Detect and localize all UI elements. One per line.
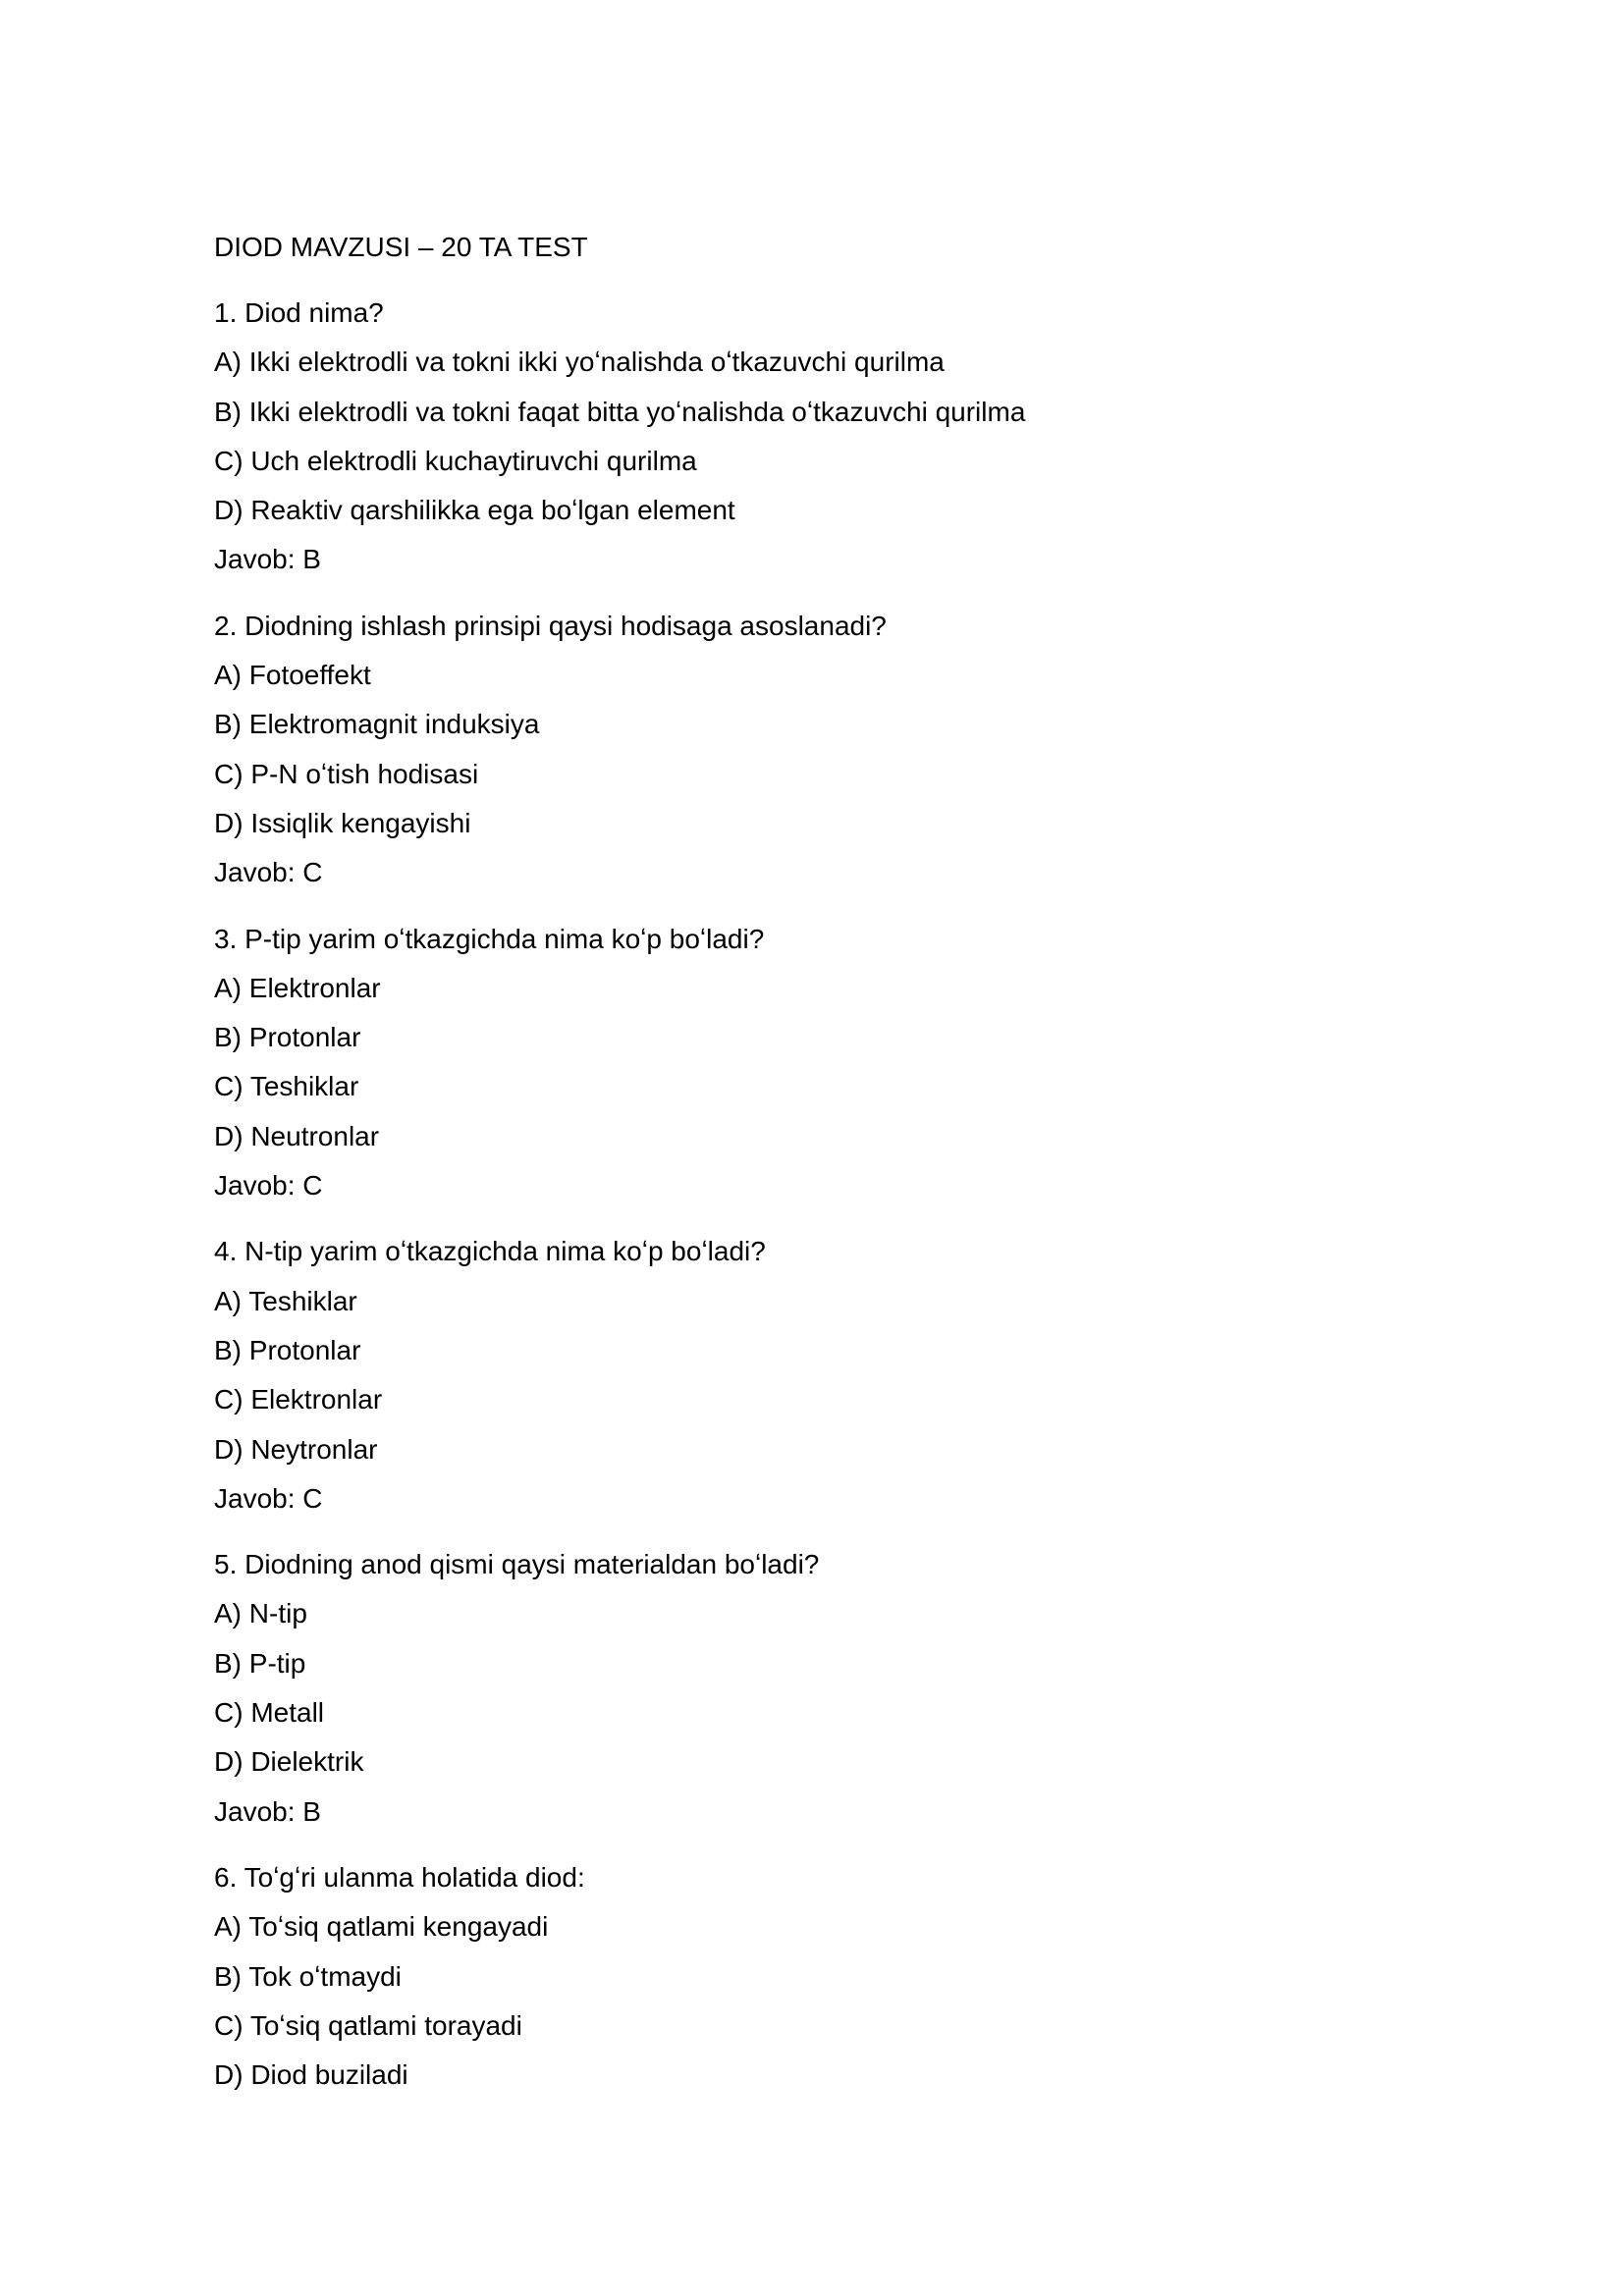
question-1 bbox=[214, 293, 1412, 589]
option-d: D) Diod buziladi bbox=[214, 2059, 408, 2091]
option-c: C) Uch elektrodli kuchaytiruvchi qurilma bbox=[214, 445, 697, 476]
option-c: C) Toʻsiq qatlami torayadi bbox=[214, 2009, 522, 2041]
option-a: A) Elektronlar bbox=[214, 972, 381, 1003]
option-b: B) Ikki elektrodli va tokni faqat bitta yoʻnalishda oʻtkazuvchi qurilma bbox=[214, 396, 1026, 427]
option-c: C) Teshiklar bbox=[214, 1071, 359, 1102]
option-c: C) Metall bbox=[214, 1697, 325, 1729]
question-text: 5. Diodning anod qismi qaysi materialdan boʻladi? bbox=[214, 1549, 820, 1580]
question-text: 3. P-tip yarim oʻtkazgichda nima koʻp boʻladi? bbox=[214, 923, 765, 954]
option-d: D) Dielektrik bbox=[214, 1746, 364, 1778]
option-d: D) Issiqlik kengayishi bbox=[214, 807, 471, 838]
option-d: D) Reaktiv qarshilikka ega boʻlgan element bbox=[214, 495, 735, 526]
option-a: A) Ikki elektrodli va tokni ikki yoʻnalishda oʻtkazuvchi qurilma bbox=[214, 347, 945, 378]
document-body bbox=[214, 227, 1412, 2120]
option-b: B) P-tip bbox=[214, 1647, 306, 1679]
question-4 bbox=[214, 1231, 1412, 1527]
question-text: 2. Diodning ishlash prinsipi qaysi hodisaga asoslanadi? bbox=[214, 610, 887, 641]
option-a: A) Toʻsiq qatlami kengayadi bbox=[214, 1911, 549, 1943]
question-2 bbox=[214, 606, 1412, 902]
document-title: DIOD MAVZUSI – 20 TA TEST bbox=[214, 232, 588, 262]
answer-text: Javob: B bbox=[214, 1795, 321, 1827]
option-b: B) Protonlar bbox=[214, 1022, 361, 1053]
question-text: 4. N-tip yarim oʻtkazgichda nima koʻp boʻladi? bbox=[214, 1236, 766, 1267]
option-d: D) Neutronlar bbox=[214, 1120, 380, 1151]
option-d: D) Neytronlar bbox=[214, 1433, 378, 1465]
option-a: A) Teshiklar bbox=[214, 1285, 357, 1316]
option-b: B) Tok oʻtmaydi bbox=[214, 1960, 402, 1992]
option-a: A) Fotoeffekt bbox=[214, 660, 371, 691]
option-b: B) Elektromagnit induksiya bbox=[214, 709, 540, 740]
question-6 bbox=[214, 1857, 1412, 2104]
question-3 bbox=[214, 919, 1412, 1215]
answer-text: Javob: B bbox=[214, 544, 321, 575]
option-c: C) Elektronlar bbox=[214, 1384, 383, 1415]
answer-text: Javob: C bbox=[214, 1170, 323, 1201]
option-c: C) P-N oʻtish hodisasi bbox=[214, 758, 479, 789]
answer-text: Javob: C bbox=[214, 857, 323, 888]
answer-text: Javob: C bbox=[214, 1482, 323, 1514]
option-a: A) N-tip bbox=[214, 1598, 307, 1629]
question-5 bbox=[214, 1544, 1412, 1841]
question-text: 1. Diod nima? bbox=[214, 297, 384, 328]
option-b: B) Protonlar bbox=[214, 1334, 361, 1365]
question-text: 6. Toʻgʻri ulanma holatida diod: bbox=[214, 1861, 585, 1893]
